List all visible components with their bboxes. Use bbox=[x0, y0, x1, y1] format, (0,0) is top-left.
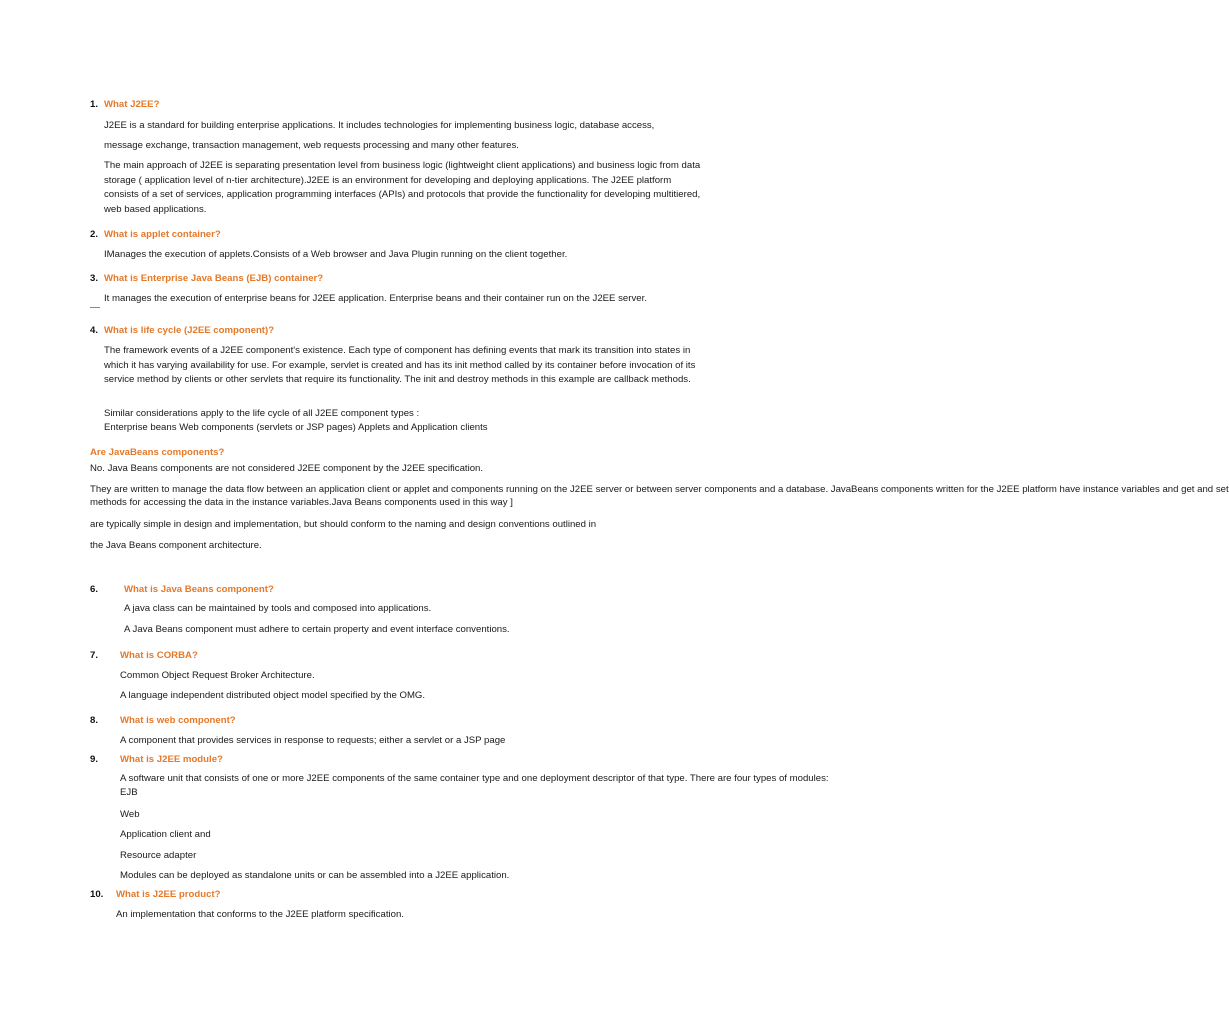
answer-paragraph: The framework events of a J2EE component's existence. Each type of component has defining events that mark its transition into states in which it has varying availability for use. For example, servlet is created and has its init method called by its container before invocation of its service method by clients or other servlets that require its functionality. The init and destroy methods in this example are callback methods. bbox=[104, 345, 696, 386]
question-heading: What is web component? bbox=[120, 715, 236, 726]
answer-text: IManages the execution of applets.Consists of a Web browser and Java Plugin running on the client together. bbox=[104, 249, 568, 260]
answer-text: Modules can be deployed as standalone units or can be assembled into a J2EE application. bbox=[120, 870, 510, 881]
question-heading: What is Java Beans component? bbox=[124, 584, 274, 595]
item-number: 8. bbox=[90, 715, 99, 726]
answer-text: Similar considerations apply to the life cycle of all J2EE component types : bbox=[104, 408, 420, 419]
item-number: 1. bbox=[90, 99, 99, 110]
answer-text: A language independent distributed object model specified by the OMG. bbox=[120, 690, 426, 701]
answer-text: A software unit that consists of one or more J2EE components of the same container type and one deployment descriptor of that type. There are four types of modules: bbox=[120, 773, 829, 784]
item-number: 4. bbox=[90, 325, 99, 336]
answer-text: A component that provides services in response to requests; either a servlet or a JSP page bbox=[120, 735, 506, 746]
list-item: Application client and bbox=[120, 829, 211, 840]
list-item: Resource adapter bbox=[120, 850, 197, 861]
answer-text: It manages the execution of enterprise beans for J2EE application. Enterprise beans and their container run on the J2EE server. bbox=[104, 293, 647, 304]
list-item: EJB bbox=[120, 787, 138, 798]
answer-text: methods for accessing the data in the instance variables.Java Beans components used in this way ] bbox=[90, 497, 513, 508]
answer-text: They are written to manage the data flow between an application client or applet and components running on the J2EE server or between server components and a database. JavaBeans components written for the J2EE platform have instance variables and get and set bbox=[90, 484, 1229, 495]
answer-text: A Java Beans component must adhere to certain property and event interface conventions. bbox=[124, 624, 510, 635]
answer-text: Common Object Request Broker Architecture. bbox=[120, 670, 315, 681]
answer-text: No. Java Beans components are not considered J2EE component by the J2EE specification. bbox=[90, 463, 484, 474]
answer-text: message exchange, transaction management, web requests processing and many other features. bbox=[104, 140, 519, 151]
divider bbox=[90, 307, 100, 308]
answer-paragraph: The main approach of J2EE is separating presentation level from business logic (lightweight client applications) and business logic from data storage ( application level of n-tier architecture).J2EE is an environment for developing and deploying applications. The J2EE platform consists of a set of services, application programming interfaces (APIs) and protocols that provide the functionality for developing multitiered, web based applications. bbox=[104, 160, 701, 215]
question-heading: What is life cycle (J2EE component)? bbox=[104, 325, 275, 336]
answer-text: the Java Beans component architecture. bbox=[90, 540, 262, 551]
question-heading: What is applet container? bbox=[104, 229, 221, 240]
question-heading: What is J2EE module? bbox=[120, 754, 223, 765]
list-item: Web bbox=[120, 809, 140, 820]
question-heading: What is CORBA? bbox=[120, 650, 198, 661]
answer-text: J2EE is a standard for building enterprise applications. It includes technologies for implementing business logic, database access, bbox=[104, 120, 655, 131]
question-heading: What is Enterprise Java Beans (EJB) container? bbox=[104, 273, 324, 284]
answer-text: Enterprise beans Web components (servlets or JSP pages) Applets and Application clients bbox=[104, 422, 488, 433]
question-heading: Are JavaBeans components? bbox=[90, 447, 225, 458]
item-number: 6. bbox=[90, 584, 99, 595]
item-number: 7. bbox=[90, 650, 99, 661]
answer-text: A java class can be maintained by tools and composed into applications. bbox=[124, 603, 432, 614]
question-heading: What is J2EE product? bbox=[116, 889, 221, 900]
item-number: 10. bbox=[90, 889, 104, 900]
answer-text: are typically simple in design and implementation, but should conform to the naming and design conventions outlined in bbox=[90, 519, 597, 530]
answer-text: An implementation that conforms to the J2EE platform specification. bbox=[116, 909, 404, 920]
item-number: 3. bbox=[90, 273, 99, 284]
item-number: 9. bbox=[90, 754, 99, 765]
question-heading: What J2EE? bbox=[104, 99, 160, 110]
item-number: 2. bbox=[90, 229, 99, 240]
